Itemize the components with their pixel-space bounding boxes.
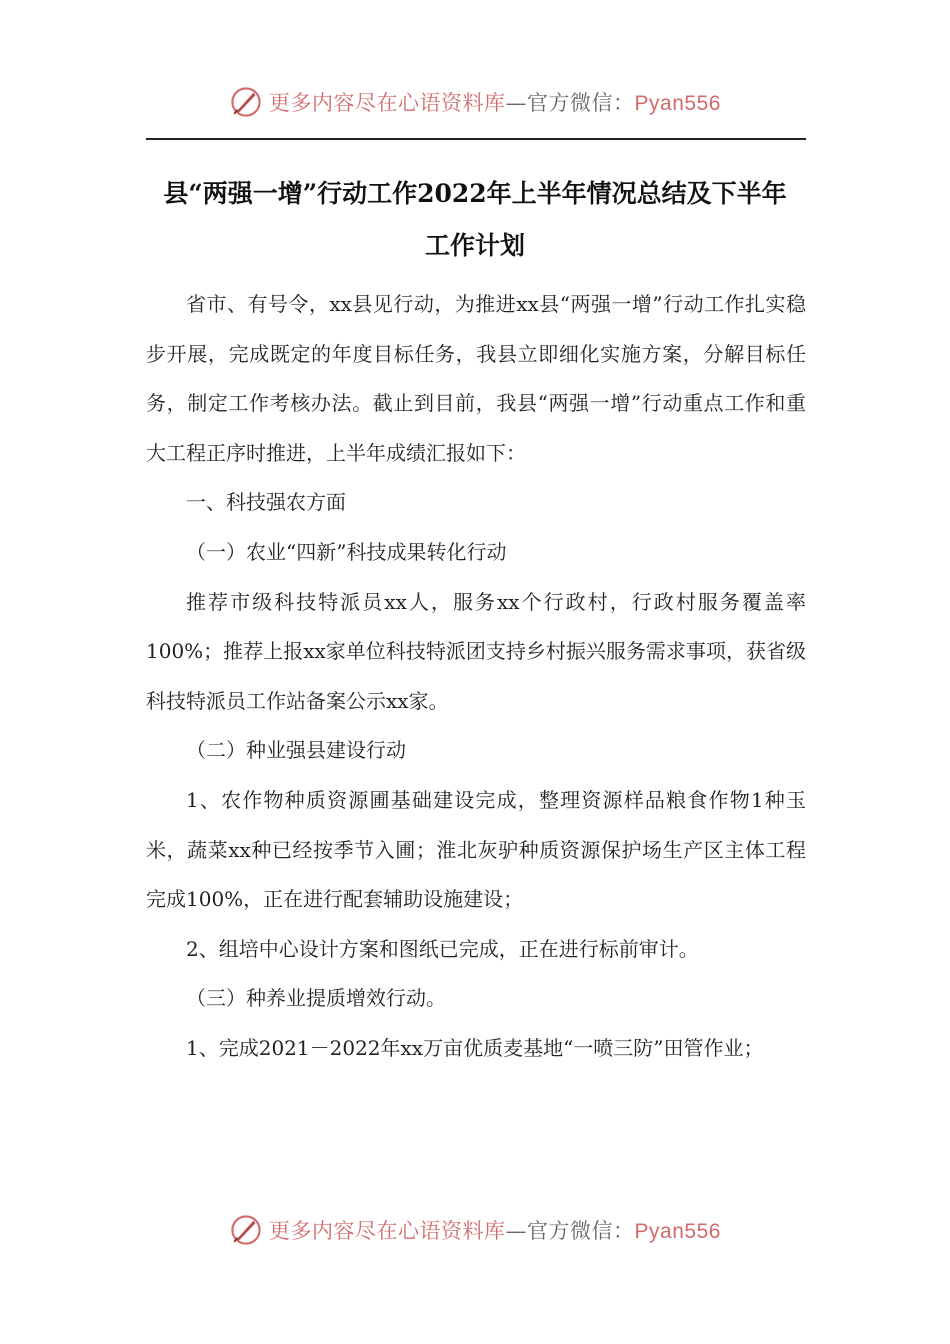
document-body <box>146 280 806 1074</box>
watermark-dash: — <box>505 1219 528 1243</box>
watermark-id: Pyan556 <box>634 1220 721 1243</box>
heading-subsection-2: （二）种业强县建设行动 <box>186 738 406 763</box>
watermark-text <box>269 87 721 117</box>
watermark-text <box>269 1215 721 1245</box>
paragraph-wheat-base: 1、完成2021－2022年xx万亩优质麦基地“一喷三防”田管作业； <box>186 1035 764 1060</box>
watermark-main: 更多内容尽在心语资料库 <box>269 91 506 115</box>
footer-watermark <box>0 1210 950 1250</box>
title-line-1: 县“两强一增”行动工作2022年上半年情况总结及下半年 <box>163 179 787 208</box>
quill-logo-icon <box>229 85 263 119</box>
paragraph-tissue-culture: 2、组培中心设计方案和图纸已完成，正在进行标前审计。 <box>186 936 699 961</box>
watermark-wechat: 官方微信： <box>527 91 635 115</box>
heading-section-1: 一、科技强农方面 <box>186 490 346 515</box>
watermark-main: 更多内容尽在心语资料库 <box>269 1219 506 1243</box>
heading-subsection-3: （三）种养业提质增效行动。 <box>186 986 446 1011</box>
paragraph-germplasm: 1、农作物种质资源圃基础建设完成，整理资源样品粮食作物1种玉米，蔬菜xx种已经按季节入圃；淮北灰驴种质资源保护场生产区主体工程完成100%，正在进行配套辅助设施建设； <box>146 787 806 912</box>
watermark-dash: — <box>505 91 528 115</box>
paragraph-tech-envoys: 推荐市级科技特派员xx人，服务xx个行政村，行政村服务覆盖率100%；推荐上报xx家单位科技特派团支持乡村振兴服务需求事项，获省级科技特派员工作站备案公示xx家。 <box>146 589 806 713</box>
watermark-id: Pyan556 <box>634 92 721 115</box>
title-line-2: 工作计划 <box>424 231 525 260</box>
heading-subsection-1: （一）农业“四新”科技成果转化行动 <box>186 539 507 564</box>
header-rule <box>146 138 806 140</box>
header-watermark <box>0 82 950 122</box>
paragraph-intro: 省市、有号令，xx县见行动，为推进xx县“两强一增”行动工作扎实稳步开展，完成既定的年度目标任务，我县立即细化实施方案，分解目标任务，制定工作考核办法。截止到目前，我县“两强一增”行动重点工作和重大工程正序时推进，上半年成绩汇报如下： <box>146 292 806 465</box>
watermark-wechat: 官方微信： <box>527 1219 635 1243</box>
quill-logo-icon <box>229 1213 263 1247</box>
document-title <box>100 168 850 272</box>
